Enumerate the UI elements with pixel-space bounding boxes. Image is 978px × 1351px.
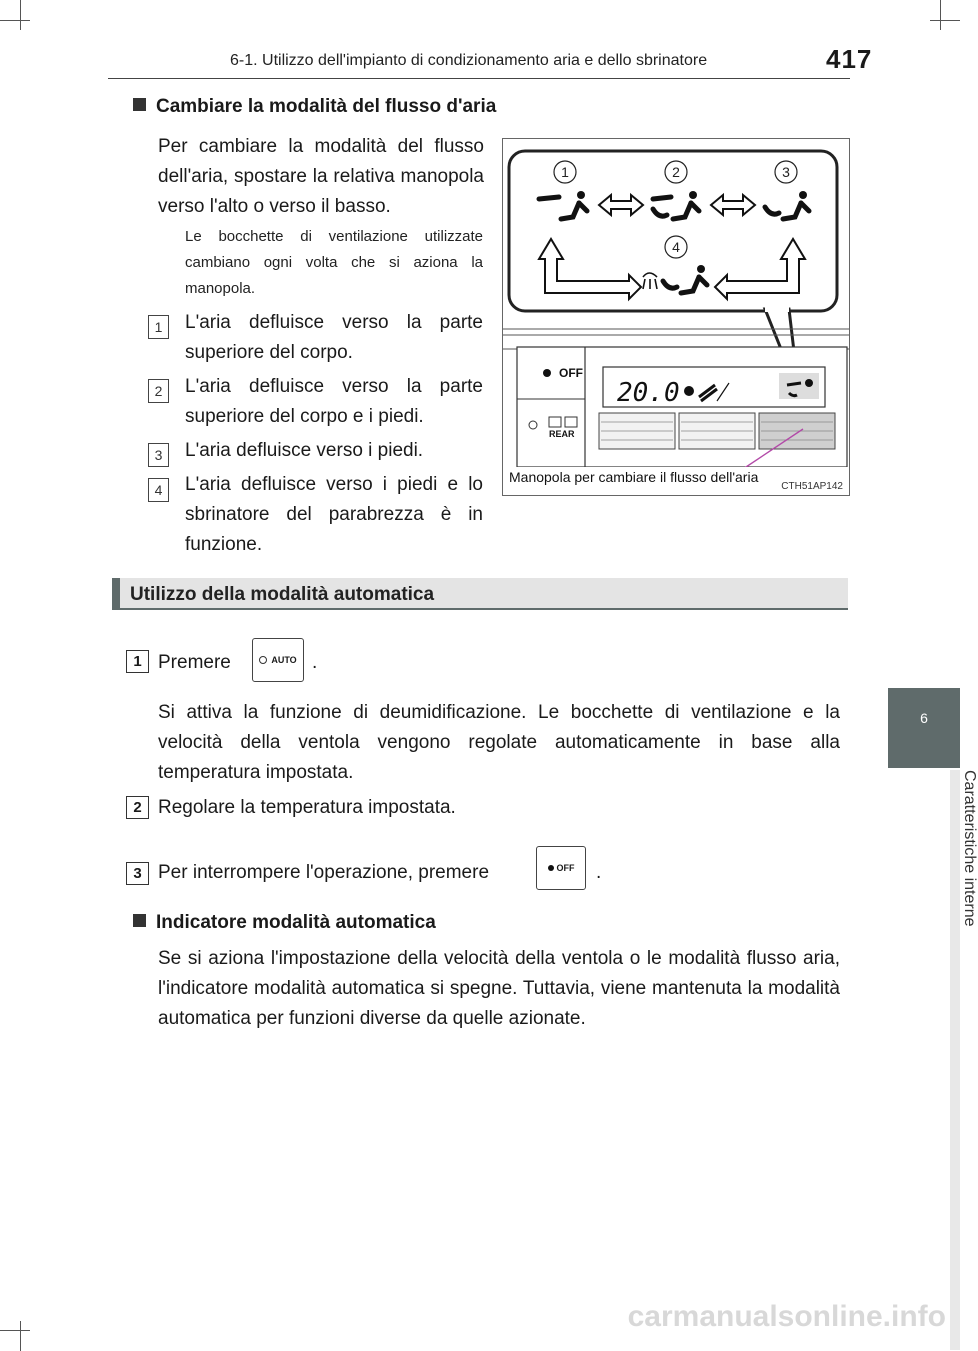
- figure-caption: Manopola per cambiare il flusso dell'aria: [509, 469, 759, 485]
- control-panel: [517, 347, 847, 469]
- step-text-before: Per interrompere l'operazione, premere: [158, 862, 490, 883]
- auto-button-icon: [252, 638, 304, 682]
- item-number: 1: [148, 315, 169, 339]
- section-banner-underline: [112, 608, 848, 610]
- page-number: 417: [826, 44, 873, 74]
- item-number: 3: [148, 443, 169, 467]
- step-text: [158, 648, 231, 678]
- section-banner-accent: [112, 578, 120, 610]
- section-title: Utilizzo della modalità automatica: [130, 584, 435, 605]
- item-number: 4: [148, 478, 169, 502]
- chapter-number: 6: [920, 710, 928, 726]
- step-text: Regolare la temperatura impostata.: [158, 797, 456, 818]
- step-detail: Si attiva la funzione di deumidificazione. Le bocchette di ventilazione e la velocità della ventola vengono regolate automaticamente in base alla temperatura impostata.: [158, 702, 840, 783]
- step-text-after: .: [596, 862, 602, 883]
- heading-text: Indicatore modalità automatica: [156, 912, 436, 933]
- item-text: L'aria defluisce verso la parte superiore del corpo e i piedi.: [185, 376, 483, 427]
- off-button-icon: [536, 846, 586, 890]
- heading-bullet: [133, 98, 146, 111]
- heading-text: Cambiare la modalità del flusso d'aria: [156, 96, 497, 117]
- watermark-text: carmanualsonline.info: [627, 1300, 946, 1333]
- step-number: 2: [126, 796, 149, 819]
- indicator-heading: [133, 912, 436, 934]
- off-button-label: OFF: [556, 863, 575, 873]
- crop-mark: [0, 20, 30, 21]
- running-header: 6-1. Utilizzo dell'impianto di condizionamento aria e dello sbrinatore: [230, 52, 708, 69]
- auto-indicator-icon: [259, 656, 267, 664]
- mode-intro: Per cambiare la modalità del flusso dell'aria, spostare la relativa manopola verso l'alto o verso il basso.: [158, 136, 484, 217]
- display-fan-icon: [684, 386, 694, 396]
- item-text: L'aria defluisce verso la parte superiore del corpo.: [185, 312, 483, 363]
- crop-mark: [20, 0, 21, 30]
- crop-mark: [940, 0, 941, 30]
- item-number: 2: [148, 379, 169, 403]
- step-number: 1: [126, 650, 149, 673]
- callout-label: 2: [672, 164, 680, 180]
- section-heading: [133, 96, 496, 118]
- item-text: L'aria defluisce verso i piedi e lo sbrinatore del parabrezza è in funzione.: [185, 474, 483, 555]
- chapter-label: Caratteristiche interne: [961, 770, 978, 927]
- heading-bullet: [133, 914, 146, 927]
- chapter-tab: [888, 688, 960, 768]
- diagram-svg: [503, 139, 849, 495]
- auto-button-label: AUTO: [271, 655, 297, 665]
- step-number: 3: [126, 862, 149, 885]
- callout-label: 1: [561, 164, 569, 180]
- header-divider: [108, 78, 850, 79]
- step-text-before: Premere: [158, 652, 231, 673]
- item-text: L'aria defluisce verso i piedi.: [185, 440, 424, 461]
- figure-code: CTH51AP142: [781, 481, 843, 492]
- indicator-text: Se si aziona l'impostazione della velocità della ventola o le modalità flusso aria, l'indicatore modalità automatica si spegne. Tuttavia, viene mantenuta la modalità automatica per funzioni diverse da quelle azionate.: [158, 948, 840, 1029]
- display-mode-indicator: [779, 373, 819, 399]
- step-text-after: .: [312, 652, 318, 673]
- rear-defrost-label: REAR: [549, 429, 575, 439]
- callout-label: 4: [672, 239, 680, 255]
- display-temperature: 20.0: [617, 378, 680, 408]
- mode-note: Le bocchette di ventilazione utilizzate cambiano ogni volta che si aziona la manopola.: [185, 228, 483, 297]
- crop-mark: [930, 20, 960, 21]
- airflow-diagram: [502, 138, 850, 496]
- fan-icon: [543, 369, 551, 377]
- fan-icon: [548, 865, 554, 871]
- watermark: [0, 1300, 960, 1334]
- off-button-label: OFF: [559, 366, 583, 380]
- callout-label: 3: [782, 164, 790, 180]
